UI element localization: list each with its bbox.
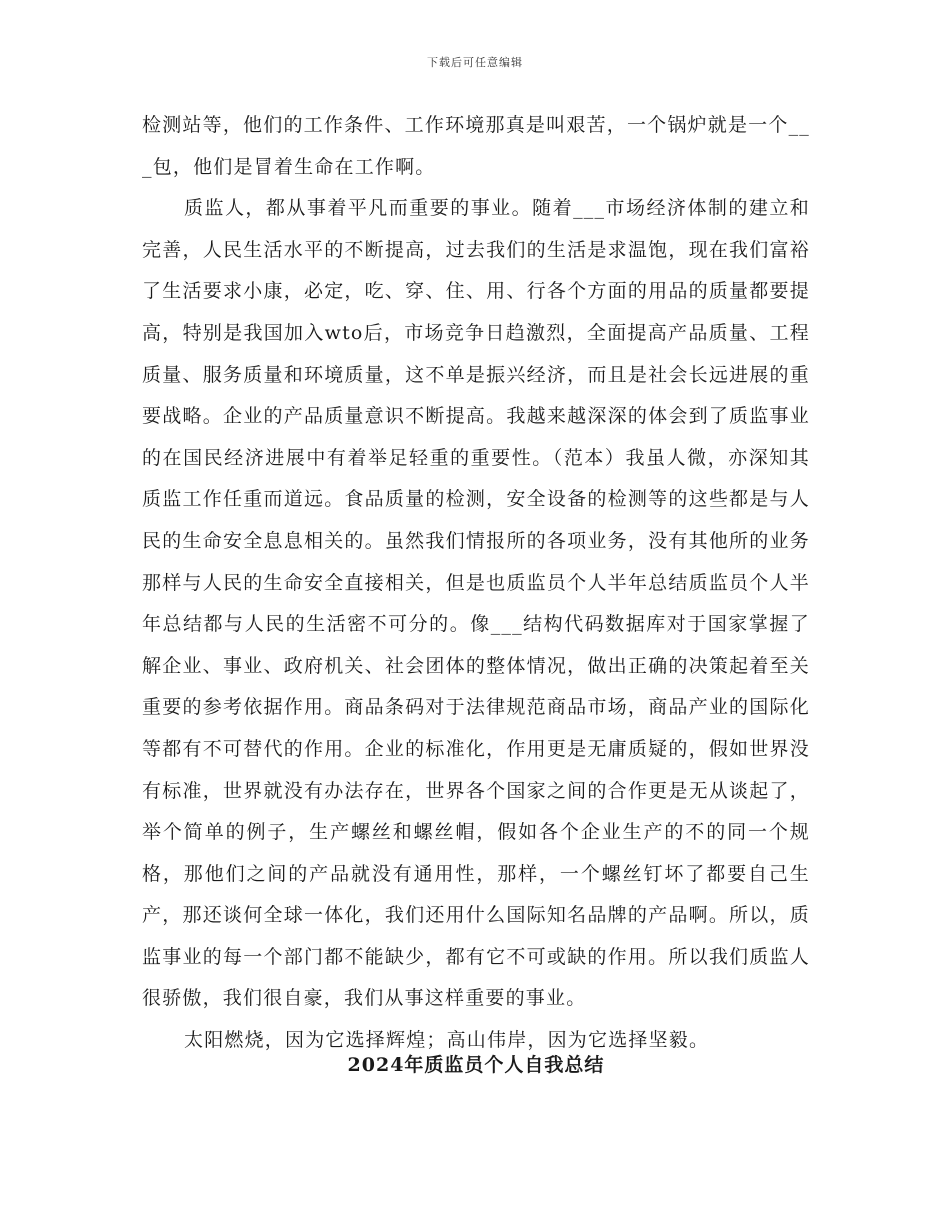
paragraph-closing: 太阳燃烧，因为它选择辉煌；高山伟岸，因为它选择坚毅。 [184,1029,710,1052]
paragraph-continuation: 检测站等，他们的工作条件、工作环境那真是叫艰苦，一个锅炉就是一个___包，他们是冒着生命在工作啊。 [142,114,810,178]
page-header-note: 下载后可任意编辑 [427,56,523,69]
section-title: 2024年质监员个人自我总结 [347,1054,605,1076]
paragraph-main: 质监人，都从事着平凡而重要的事业。随着___市场经济体制的建立和完善，人民生活水平的不断提高，过去我们的生活是求温饱，现在我们富裕了生活要求小康，必定，吃、穿、住、用、行各个方面的用品的质量都要提高，特别是我国加入wto后，市场竞争日趋激烈，全面提高产品质量、工程质量、服务质量和环境质量，这不单是振兴经济，而且是社会长远进展的重要战略。企业的产品质量意识不断提高。我越来越深深的体会到了质监事业的在国民经济进展中有着举足轻重的重要性。（范本）我虽人微，亦深知其质监工作任重而道远。食品质量的检测，安全设备的检测等的这些都是与人民的生命安全息息相关的。虽然我们情报所的各项业务，没有其他所的业务那样与人民的生命安全直接相关，但是也质监员个人半年总结质监员个人半年总结都与人民的生活密不可分的。像___结构代码数据库对于国家掌握了解企业、事业、政府机关、社会团体的整体情况，做出正确的决策起着至关重要的参考依据作用。商品条码对于法律规范商品市场，商品产业的国际化等都有不可替代的作用。企业的标准化，作用更是无庸质疑的，假如世界没有标准，世界就没有办法存在，世界各个国家之间的合作更是无从谈起了，举个简单的例子，生产螺丝和螺丝帽，假如各个企业生产的不的同一个规格，那他们之间的产品就没有通用性，那样，一个螺丝钉坏了都要自己生产，那还谈何全球一体化，我们还用什么国际知名品牌的产品啊。所以，质监事业的每一个部门都不能缺少，都有它不可或缺的作用。所以我们质监人很骄傲，我们很自豪，我们从事这样重要的事业。 [142,197,810,1010]
document-body [142,105,810,1062]
